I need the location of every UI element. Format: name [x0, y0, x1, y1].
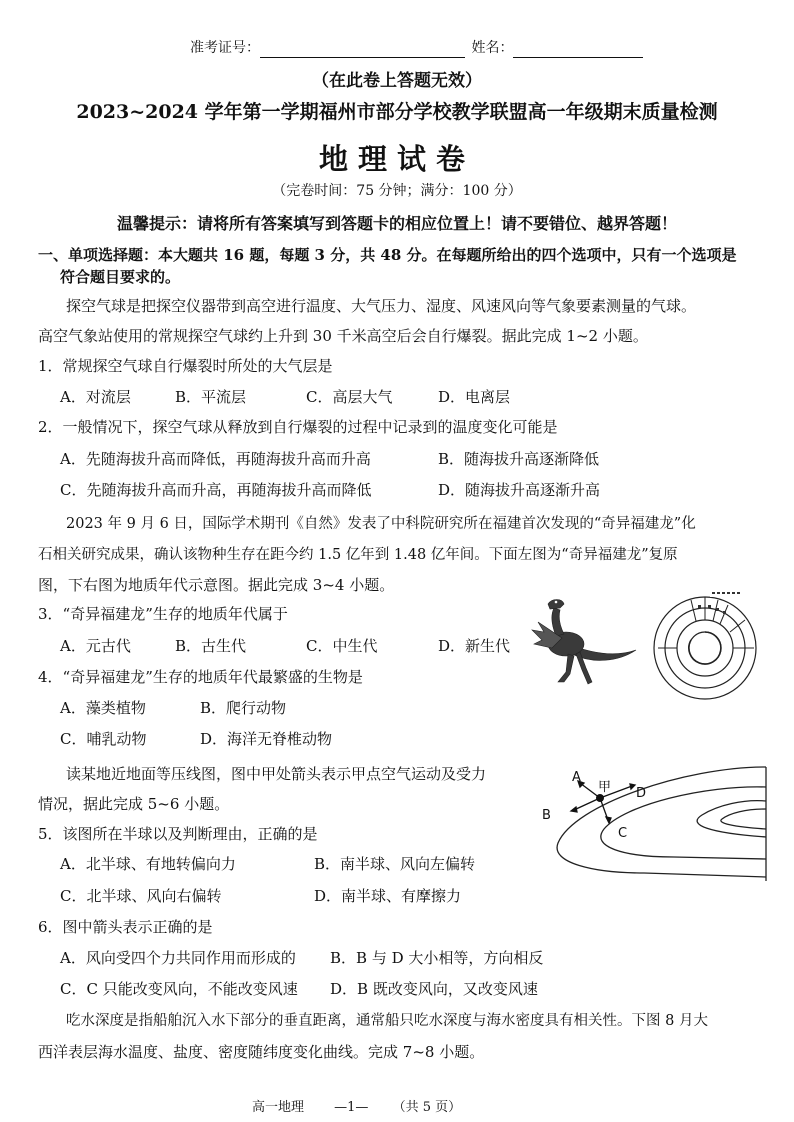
q4-option-d[interactable]: D．海洋无脊椎动物 — [200, 730, 333, 748]
invalid-note: （在此卷上答题无效） — [312, 71, 482, 91]
q2-option-c[interactable]: C．先随海拔升高而升高，再随海拔升高而降低 — [60, 481, 372, 499]
dinosaur-illustration — [528, 592, 640, 692]
time-info: （完卷时间：75 分钟；满分：100 分） — [272, 183, 522, 199]
q6-option-d[interactable]: D．B 既改变风向，又改变风速 — [330, 980, 538, 998]
q5-option-c[interactable]: C．北半球、风向右偏转 — [60, 887, 222, 905]
q5-option-d[interactable]: D．南半球、有摩擦力 — [314, 887, 462, 905]
passage2-line3: 图，下右图为地质年代示意图。据此完成 3~4 小题。 — [38, 576, 395, 594]
q2-option-b[interactable]: B．随海拔升高逐渐降低 — [438, 450, 600, 468]
q5-option-a[interactable]: A．北半球、有地转偏向力 — [60, 855, 236, 873]
q3-option-b[interactable]: B．古生代 — [175, 637, 247, 655]
subject-title: 地理试卷 — [318, 142, 475, 176]
section-heading-line1: 一、单项选择题：本大题共 16 题，每题 3 分，共 48 分。在每题所给出的四个选项中，只有一个选项是 — [38, 246, 737, 264]
exam-number-field[interactable] — [260, 43, 465, 58]
q3-option-c[interactable]: C．中生代 — [306, 637, 378, 655]
q1-option-d[interactable]: D．电离层 — [438, 388, 511, 406]
isobar-diagram — [534, 765, 770, 883]
q5-stem: 5．该图所在半球以及判断理由，正确的是 — [38, 825, 318, 843]
q6-option-c[interactable]: C．C 只能改变风向，不能改变风速 — [60, 980, 298, 998]
q4-option-a[interactable]: A．藻类植物 — [60, 699, 146, 717]
q6-option-a[interactable]: A．风向受四个力共同作用而形成的 — [60, 949, 296, 967]
passage3-line1: 读某地近地面等压线图，图中甲处箭头表示甲点空气运动及受力 — [66, 765, 487, 783]
passage2-line2: 石相关研究成果，确认该物种生存在距今约 1.5 亿年到 1.48 亿年间。下面左图为“奇异福建龙”复原 — [38, 547, 678, 563]
q5-option-b[interactable]: B．南半球、风向左偏转 — [314, 855, 476, 873]
page-footer — [252, 1098, 461, 1118]
reminder: 温馨提示：请将所有答案填写到答题卡的相应位置上！请不要错位、越界答题！ — [116, 214, 677, 233]
isobar-label-c: C — [618, 826, 628, 841]
exam-header — [190, 38, 643, 58]
passage2-line1: 2023 年 9 月 6 日，国际学术期刊《自然》发表了中科院研究所在福建首次发现的“奇异福建龙”化 — [66, 516, 696, 532]
passage1-line1: 探空气球是把探空仪器带到高空进行温度、大气压力、湿度、风速风向等气象要素测量的气球。 — [66, 297, 697, 315]
q6-option-b[interactable]: B．B 与 D 大小相等，方向相反 — [330, 949, 544, 967]
passage4-line2: 西洋表层海水温度、盐度、密度随纬度变化曲线。完成 7~8 小题。 — [38, 1043, 485, 1061]
q3-option-a[interactable]: A．元古代 — [60, 637, 131, 655]
name-label: 姓名： — [471, 40, 514, 56]
q1-option-b[interactable]: B．平流层 — [175, 388, 247, 406]
q2-option-d[interactable]: D．随海拔升高逐渐升高 — [438, 481, 601, 499]
footer-total: （共 5 页） — [392, 1100, 462, 1115]
passage3-line2: 情况，据此完成 5~6 小题。 — [38, 795, 230, 813]
name-field[interactable] — [513, 43, 643, 58]
q1-stem: 1．常规探空气球自行爆裂时所处的大气层是 — [38, 357, 333, 375]
q3-stem: 3．“奇异福建龙”生存的地质年代属于 — [38, 605, 288, 623]
q4-stem: 4．“奇异福建龙”生存的地质年代最繁盛的生物是 — [38, 668, 363, 686]
passage4-line1: 吃水深度是指船舶沉入水下部分的垂直距离，通常船只吃水深度与海水密度具有相关性。下图 8 月大 — [66, 1013, 708, 1029]
q1-option-c[interactable]: C．高层大气 — [306, 388, 393, 406]
footer-subject: 高一地理 — [252, 1100, 305, 1115]
point-jia-marker — [596, 794, 604, 802]
q2-stem: 2．一般情况下，探空气球从释放到自行爆裂的过程中记录到的温度变化可能是 — [38, 418, 558, 436]
exam-title: 2023~2024 学年第一学期福州市部分学校教学联盟高一年级期末质量检测 — [76, 101, 718, 123]
section-heading-line2: 符合题目要求的。 — [60, 268, 181, 286]
q3-option-d[interactable]: D．新生代 — [438, 637, 511, 655]
q1-option-a[interactable]: A．对流层 — [60, 388, 131, 406]
q4-option-c[interactable]: C．哺乳动物 — [60, 730, 147, 748]
q6-stem: 6．图中箭头表示正确的是 — [38, 918, 213, 936]
geologic-time-diagram — [650, 590, 760, 702]
passage1-line2: 高空气象站使用的常规探空气球约上升到 30 千米高空后会自行爆裂。据此完成 1~2 小题。 — [38, 327, 648, 345]
footer-page: —1— — [334, 1100, 369, 1115]
isobar-label-a: A — [572, 770, 581, 785]
isobar-label-d: D — [636, 786, 647, 801]
q2-option-a[interactable]: A．先随海拔升高而降低，再随海拔升高而升高 — [60, 450, 371, 468]
isobar-label-jia: 甲 — [598, 780, 612, 795]
exam-number-label: 准考证号： — [190, 40, 260, 56]
q4-option-b[interactable]: B．爬行动物 — [200, 699, 287, 717]
isobar-label-b: B — [542, 808, 551, 823]
